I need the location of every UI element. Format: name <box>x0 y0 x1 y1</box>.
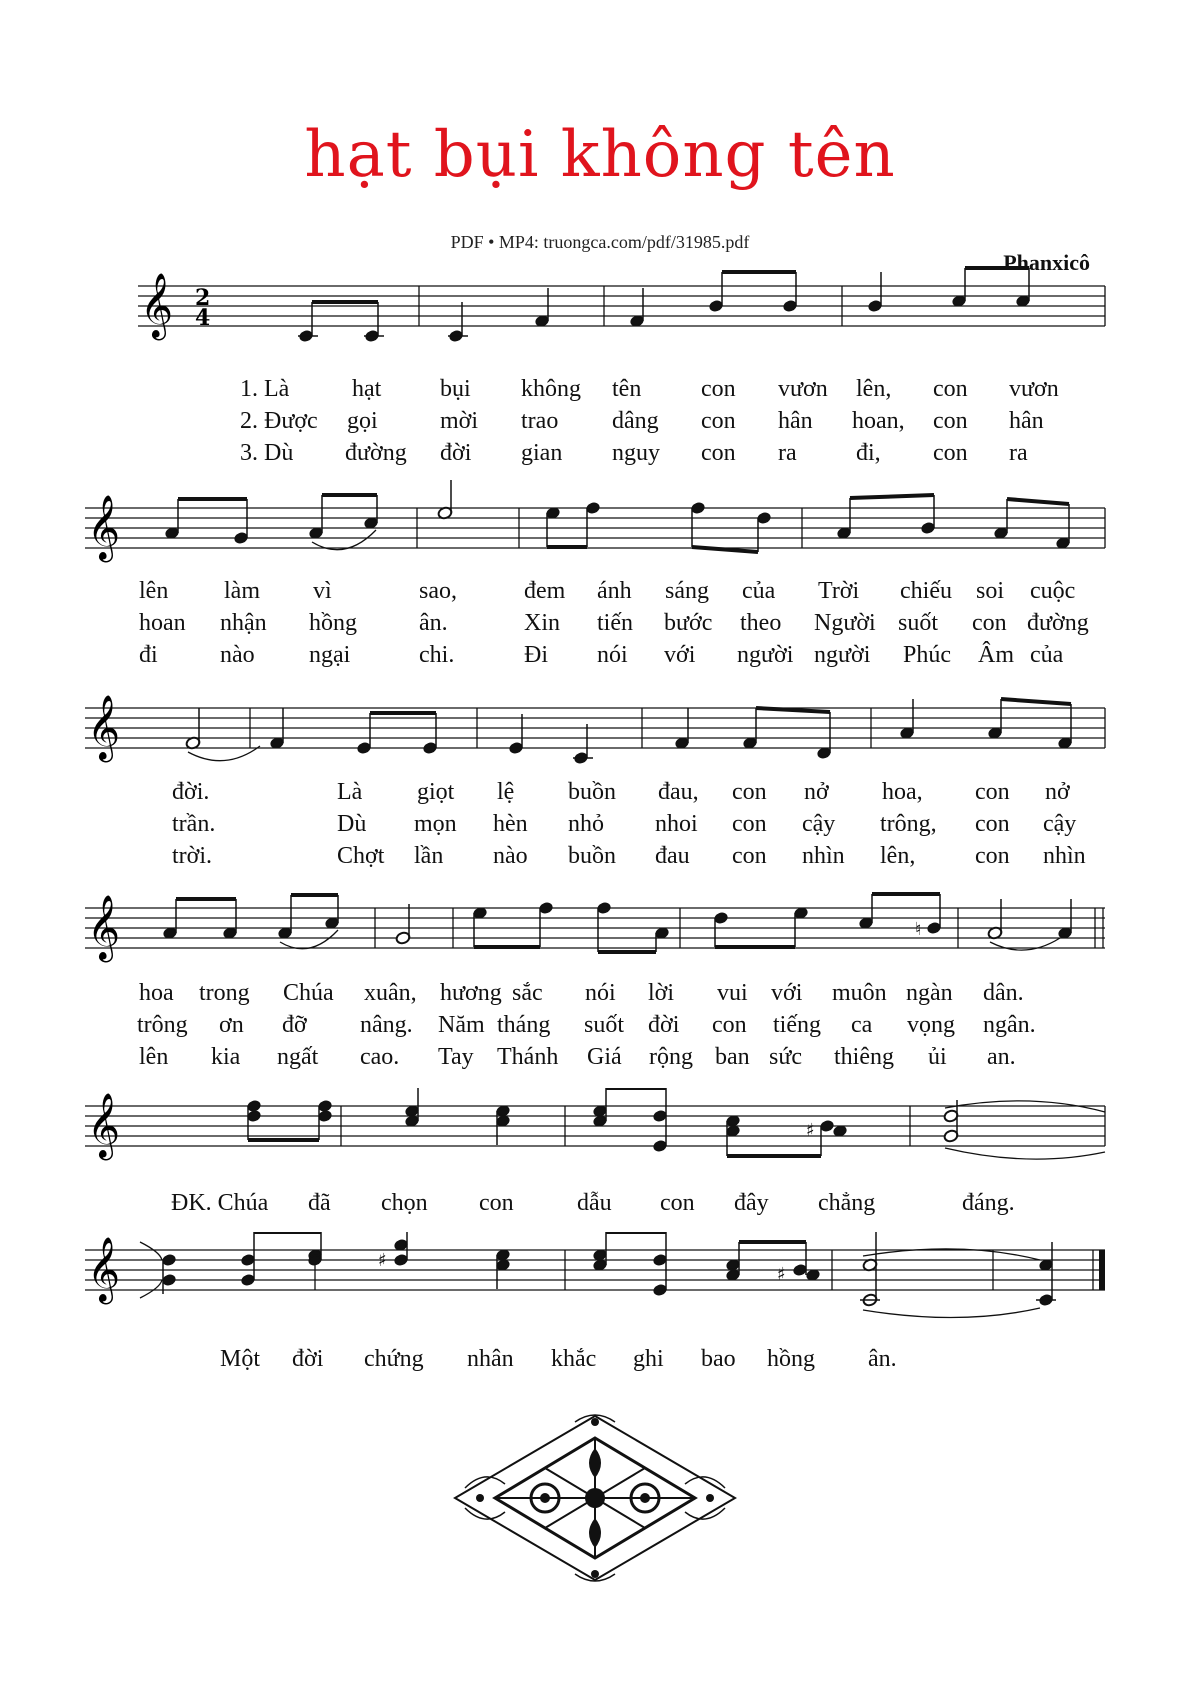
lyric-word: gọi <box>347 408 378 434</box>
lyric-word: Đi <box>524 642 548 668</box>
lyric-word: dâng <box>612 408 659 434</box>
lyric-word: nở <box>1045 779 1070 805</box>
lyric-word: Giá <box>587 1044 622 1070</box>
source-link[interactable]: PDF • MP4: truongca.com/pdf/31985.pdf <box>450 232 750 252</box>
lyric-line <box>0 811 1200 843</box>
lyric-word: Tay <box>438 1044 474 1070</box>
lyric-line <box>0 440 1200 472</box>
lyric-word: chứng <box>364 1346 424 1372</box>
lyric-word: không <box>521 376 581 402</box>
lyrics-block <box>0 1190 1200 1222</box>
lyric-word: đi, <box>856 440 881 466</box>
lyric-word: con <box>701 408 736 434</box>
lyric-word: tiến <box>597 610 633 636</box>
final-barline-icon <box>1099 1250 1105 1290</box>
lyric-word: hoa <box>139 980 174 1006</box>
lyric-line <box>0 779 1200 811</box>
lyric-word: ngàn <box>906 980 953 1006</box>
lyric-line <box>0 376 1200 408</box>
lyric-word: Năm <box>438 1012 485 1038</box>
lyric-word: đường <box>1027 610 1089 636</box>
lyric-word: chi. <box>419 642 455 668</box>
lyric-line <box>0 1044 1200 1076</box>
lyric-word: sáng <box>665 578 709 604</box>
lyric-word: sắc <box>512 980 543 1006</box>
sharp-sign-icon: ♯ <box>777 1264 786 1285</box>
lyric-word: theo <box>740 610 782 636</box>
lyric-word: con <box>972 610 1007 636</box>
lyrics-block <box>0 578 1200 674</box>
time-sig-bottom: 4 <box>195 305 211 331</box>
lyric-word: đường <box>345 440 407 466</box>
lyric-word: Là <box>337 779 363 805</box>
lyric-word: đời <box>440 440 472 466</box>
lyric-word: lời <box>648 980 675 1006</box>
lyric-word: con <box>732 811 767 837</box>
lyric-word: đem <box>524 578 566 604</box>
lyric-word: lần <box>414 843 444 869</box>
lyric-word: an. <box>987 1044 1016 1070</box>
treble-clef-icon: 𝄞 <box>87 895 121 960</box>
lyric-word: làm <box>224 578 260 604</box>
lyric-word: ngại <box>309 642 351 668</box>
lyric-word: đời. <box>172 779 210 805</box>
lyric-word: ghi <box>633 1346 664 1372</box>
lyric-line <box>0 610 1200 642</box>
lyric-word: Xin <box>524 610 560 636</box>
lyric-word: đau <box>655 843 690 869</box>
lyric-word: trông <box>137 1012 188 1038</box>
lyric-word: ngất <box>277 1044 319 1070</box>
lyric-word: nhận <box>220 610 267 636</box>
lyric-word: vì <box>313 578 332 604</box>
lyric-word: con <box>701 376 736 402</box>
lyric-word: lên <box>139 578 169 604</box>
treble-clef-icon: 𝄞 <box>87 1237 121 1302</box>
lyric-word: thiêng <box>834 1044 894 1070</box>
lyric-word: mời <box>440 408 479 434</box>
lyric-word: ĐK. Chúa <box>171 1190 269 1216</box>
lyric-word: lên <box>139 1044 169 1070</box>
lyric-word: trông, <box>880 811 937 837</box>
lyric-word: cao. <box>360 1044 400 1070</box>
lyric-word: sao, <box>419 578 457 604</box>
lyric-word: cậy <box>802 811 836 837</box>
lyric-word: con <box>732 779 767 805</box>
lyric-word: hương <box>440 980 502 1006</box>
lyric-word: Chúa <box>283 980 334 1006</box>
lyric-word: đã <box>308 1190 331 1216</box>
staff <box>0 1232 1200 1332</box>
lyric-line <box>0 980 1200 1012</box>
lyric-word: nói <box>585 980 616 1006</box>
lyric-word: 3. Dù <box>240 440 294 466</box>
lyric-word: con <box>933 408 968 434</box>
lyric-word: nhìn <box>802 843 845 869</box>
treble-clef-icon: 𝄞 <box>140 273 174 338</box>
lyric-word: 1. Là <box>240 376 290 402</box>
lyric-word: chiếu <box>900 578 952 604</box>
lyric-word: chẳng <box>818 1190 876 1216</box>
lyric-word: cậy <box>1043 811 1077 837</box>
lyric-word: soi <box>976 578 1005 604</box>
sharp-sign-icon: ♯ <box>378 1250 387 1271</box>
lyric-word: lệ <box>497 779 515 805</box>
lyric-word: con <box>975 811 1010 837</box>
lyric-word: nở <box>804 779 829 805</box>
lyric-word: trong <box>199 980 250 1006</box>
lyric-word: vươn <box>1009 376 1059 402</box>
lyric-word: ơn <box>219 1012 244 1038</box>
lyric-word: đau, <box>658 779 699 805</box>
lyric-word: tên <box>612 376 642 402</box>
lyric-word: Thánh <box>497 1044 559 1070</box>
lyric-word: xuân, <box>364 980 417 1006</box>
lyric-word: nhân <box>467 1346 514 1372</box>
lyric-word: con <box>701 440 736 466</box>
lyric-word: nguy <box>612 440 660 466</box>
lyric-word: buồn <box>568 843 616 869</box>
lyric-word: lên, <box>856 376 892 402</box>
lyric-word: đỡ <box>282 1012 307 1038</box>
lyric-word: hoa, <box>882 779 923 805</box>
lyric-line <box>0 1012 1200 1044</box>
lyric-word: ánh <box>597 578 632 604</box>
lyric-word: mọn <box>414 811 457 837</box>
lyric-word: giọt <box>417 779 455 805</box>
lyric-word: của <box>1030 642 1064 668</box>
treble-clef-icon: 𝄞 <box>87 695 121 760</box>
lyric-word: Người <box>814 610 876 636</box>
lyric-word: Chợt <box>337 843 385 869</box>
lyric-word: vọng <box>907 1012 955 1038</box>
lyric-word: ra <box>778 440 797 466</box>
lyric-line <box>0 642 1200 674</box>
lyric-word: Âm <box>978 642 1014 668</box>
lyric-word: rộng <box>649 1044 693 1070</box>
lyric-word: bụi <box>440 376 471 402</box>
staff <box>0 880 1200 980</box>
lyric-word: vui <box>717 980 748 1006</box>
lyric-word: nói <box>597 642 628 668</box>
lyric-word: ân. <box>868 1346 897 1372</box>
lyric-word: gian <box>521 440 563 466</box>
lyric-word: con <box>975 843 1010 869</box>
lyric-word: buồn <box>568 779 616 805</box>
lyric-word: con <box>732 843 767 869</box>
lyric-word: lên, <box>880 843 916 869</box>
lyric-word: nhỏ <box>568 811 604 837</box>
lyric-word: con <box>479 1190 514 1216</box>
lyric-word: cuộc <box>1030 578 1076 604</box>
time-sig-top: 2 <box>195 285 211 311</box>
lyric-word: ban <box>715 1044 750 1070</box>
lyric-word: trao <box>521 408 559 434</box>
lyric-word: ân. <box>419 610 448 636</box>
lyric-word: trời. <box>172 843 213 869</box>
lyric-word: với <box>771 980 803 1006</box>
lyrics-block <box>0 1346 1200 1378</box>
lyric-line <box>0 578 1200 610</box>
decorative-ornament-icon <box>445 1408 745 1588</box>
lyric-word: con <box>660 1190 695 1216</box>
lyric-word: hân <box>1009 408 1044 434</box>
lyric-word: nào <box>220 642 255 668</box>
lyric-word: dẫu <box>577 1190 612 1216</box>
lyric-word: Trời <box>818 578 860 604</box>
lyric-word: hoan <box>139 610 186 636</box>
lyric-word: với <box>664 642 696 668</box>
lyric-word: chọn <box>381 1190 428 1216</box>
lyric-word: muôn <box>832 980 887 1006</box>
lyric-word: ngân. <box>983 1012 1036 1038</box>
lyric-word: sức <box>769 1044 802 1070</box>
lyric-word: nâng. <box>360 1012 413 1038</box>
lyric-word: suốt <box>584 1012 625 1038</box>
lyric-word: hoan, <box>852 408 905 434</box>
treble-clef-icon: 𝄞 <box>87 495 121 560</box>
lyric-word: hạt <box>352 376 382 402</box>
lyric-word: bước <box>664 610 713 636</box>
lyrics-block <box>0 779 1200 875</box>
lyric-word: hồng <box>309 610 357 636</box>
lyric-word: hồng <box>767 1346 815 1372</box>
lyric-word: người <box>737 642 794 668</box>
song-title: hạt bụi không tên <box>304 118 896 192</box>
lyric-line <box>0 408 1200 440</box>
lyric-word: 2. Được <box>240 408 318 434</box>
lyric-word: ca <box>851 1012 873 1038</box>
lyric-word: kia <box>211 1044 241 1070</box>
lyric-word: tiếng <box>773 1012 821 1038</box>
lyric-word: hèn <box>493 811 528 837</box>
composer-name: Phanxicô <box>1003 250 1090 275</box>
lyric-word: của <box>742 578 776 604</box>
staff <box>0 480 1200 580</box>
sharp-sign-icon: ♯ <box>806 1120 815 1141</box>
lyric-word: ra <box>1009 440 1028 466</box>
lyric-word: người <box>814 642 871 668</box>
lyric-word: nào <box>493 843 528 869</box>
lyric-word: đáng. <box>962 1190 1015 1216</box>
lyric-word: đời <box>292 1346 324 1372</box>
lyric-word: đi <box>139 642 158 668</box>
lyric-word: khắc <box>551 1346 597 1372</box>
lyrics-block <box>0 376 1200 472</box>
lyric-line <box>0 843 1200 875</box>
lyric-line <box>0 1190 1200 1222</box>
treble-clef-icon: 𝄞 <box>87 1093 121 1158</box>
lyric-word: dân. <box>983 980 1024 1006</box>
natural-sign-icon: ♮ <box>915 919 922 940</box>
lyric-word: con <box>933 376 968 402</box>
lyric-line <box>0 1346 1200 1378</box>
lyric-word: nhìn <box>1043 843 1086 869</box>
lyric-word: ủi <box>928 1044 947 1070</box>
lyric-word: đây <box>734 1190 769 1216</box>
lyric-word: Dù <box>337 811 367 837</box>
lyric-word: con <box>933 440 968 466</box>
lyric-word: suốt <box>898 610 939 636</box>
lyric-word: hân <box>778 408 813 434</box>
staff <box>0 1088 1200 1188</box>
lyric-word: nhoi <box>655 811 698 837</box>
lyric-word: con <box>712 1012 747 1038</box>
lyric-word: vươn <box>778 376 828 402</box>
lyric-word: Phúc <box>903 642 951 668</box>
lyric-word: Một <box>220 1346 261 1372</box>
lyric-word: tháng <box>497 1012 551 1038</box>
lyrics-block <box>0 980 1200 1076</box>
lyric-word: con <box>975 779 1010 805</box>
staff <box>0 258 1200 358</box>
lyric-word: đời <box>648 1012 680 1038</box>
lyric-word: bao <box>701 1346 736 1372</box>
staff <box>0 680 1200 780</box>
lyric-word: trần. <box>172 811 216 837</box>
